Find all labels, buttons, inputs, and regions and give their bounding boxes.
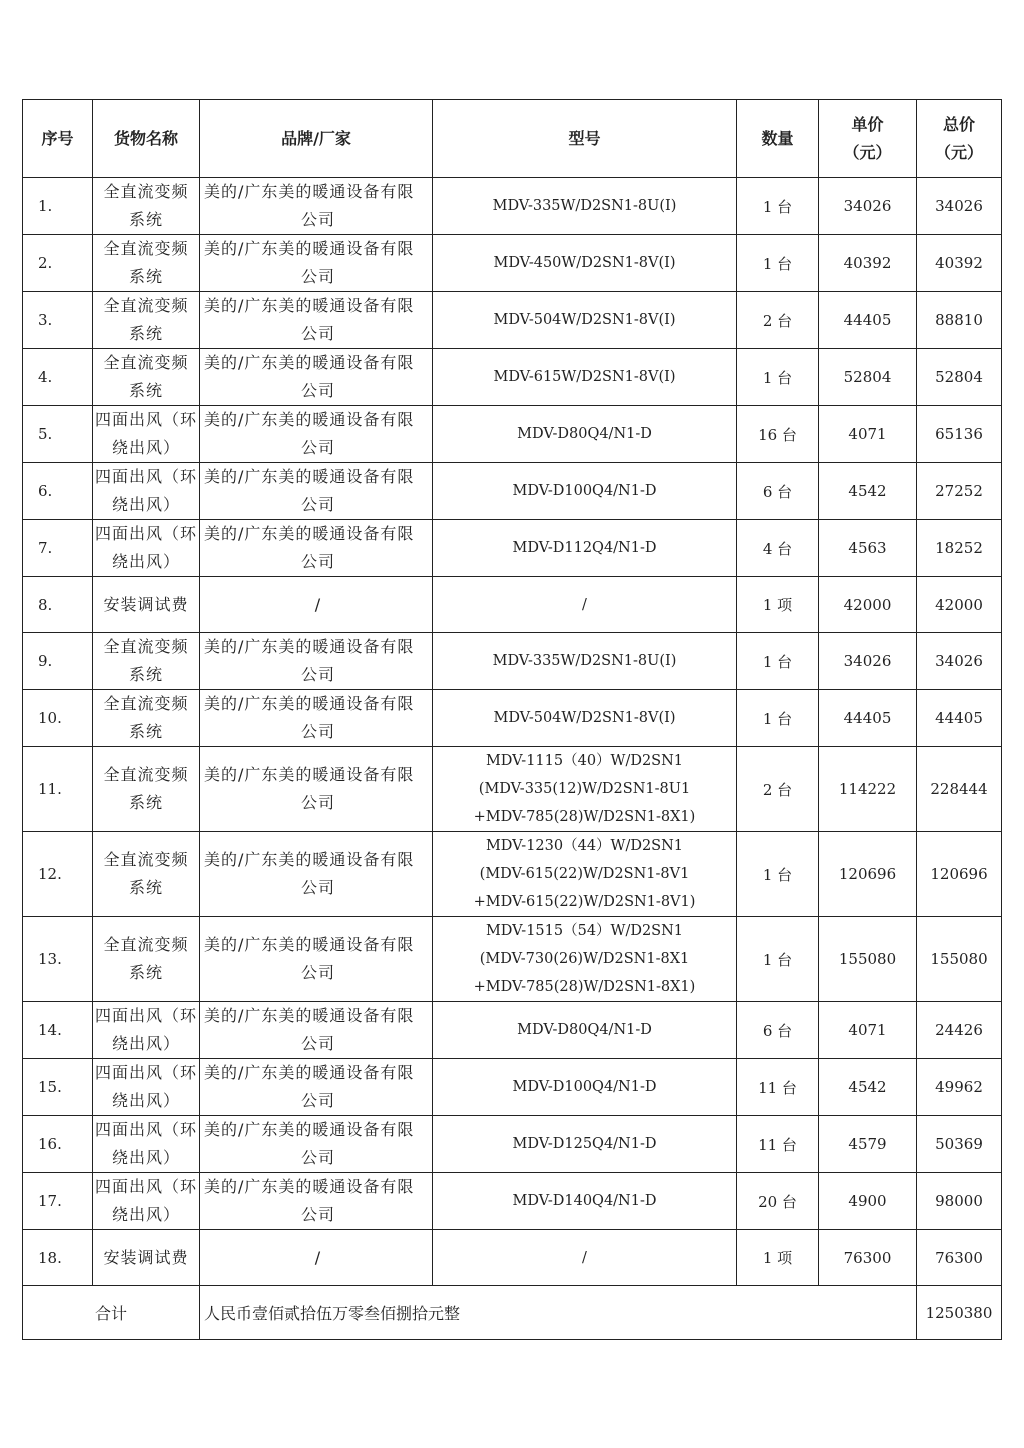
name-line: 安装调试费 xyxy=(103,1247,189,1267)
cell-unit-price: 44405 xyxy=(819,292,917,349)
header-unit-price xyxy=(819,100,917,178)
cell-total-price: 76300 xyxy=(917,1230,1002,1286)
cell-qty: 1 台 xyxy=(737,917,819,1002)
name-line: 全直流变频 xyxy=(103,353,189,372)
cell-no: 17. xyxy=(23,1173,93,1230)
cell-goods-name xyxy=(93,406,200,463)
cell-goods-name xyxy=(93,1173,200,1230)
cell-unit-price: 40392 xyxy=(819,235,917,292)
brand-line: 美的/广东美的暖通设备有限 xyxy=(204,182,415,201)
cell-goods-name xyxy=(93,520,200,577)
cell-brand xyxy=(200,235,433,292)
name-line: 全直流变频 xyxy=(103,694,189,713)
name-line: 四面出风（环 xyxy=(94,1177,197,1196)
cell-goods-name xyxy=(93,633,200,690)
name-line: 系统 xyxy=(128,665,163,684)
cell-brand xyxy=(200,633,433,690)
brand-line: / xyxy=(314,1247,322,1267)
cell-brand xyxy=(200,178,433,235)
model-line: MDV-D80Q4/N1-D xyxy=(517,1022,652,1038)
table-row xyxy=(23,235,1002,292)
name-line: 系统 xyxy=(128,324,163,343)
cell-unit-price: 4071 xyxy=(819,406,917,463)
cell-model xyxy=(433,1173,737,1230)
brand-line: 美的/广东美的暖通设备有限 xyxy=(204,694,415,713)
header-name: 货物名称 xyxy=(93,100,200,178)
brand-line: 公司 xyxy=(300,438,335,457)
cell-model xyxy=(433,577,737,633)
name-line: 绕出风） xyxy=(111,438,180,457)
cell-total-price: 228444 xyxy=(917,747,1002,832)
model-line: (MDV-730(26)W/D2SN1-8X1 xyxy=(479,951,690,967)
cell-unit-price: 34026 xyxy=(819,178,917,235)
cell-unit-price: 4542 xyxy=(819,463,917,520)
cell-unit-price: 4542 xyxy=(819,1059,917,1116)
cell-model xyxy=(433,747,737,832)
header-row xyxy=(23,100,1002,178)
cell-unit-price: 4900 xyxy=(819,1173,917,1230)
model-line: MDV-1115（40）W/D2SN1 xyxy=(485,753,684,769)
cell-qty: 1 台 xyxy=(737,235,819,292)
cell-qty: 6 台 xyxy=(737,1002,819,1059)
cell-no: 1. xyxy=(23,178,93,235)
cell-total-price: 40392 xyxy=(917,235,1002,292)
name-line: 四面出风（环 xyxy=(94,1063,197,1082)
cell-qty: 20 台 xyxy=(737,1173,819,1230)
model-line: MDV-D80Q4/N1-D xyxy=(517,426,652,442)
cell-brand xyxy=(200,520,433,577)
cell-model xyxy=(433,463,737,520)
table-row xyxy=(23,690,1002,747)
model-line: MDV-335W/D2SN1-8U(Ⅰ) xyxy=(492,198,677,214)
cell-model xyxy=(433,832,737,917)
name-line: 系统 xyxy=(128,267,163,286)
name-line: 安装调试费 xyxy=(103,594,189,614)
model-line: MDV-1515（54）W/D2SN1 xyxy=(485,923,684,939)
name-line: 绕出风） xyxy=(111,1034,180,1053)
brand-line: 公司 xyxy=(300,381,335,400)
table-body xyxy=(23,178,1002,1286)
model-line: (MDV-335(12)W/D2SN1-8U1 xyxy=(478,781,691,797)
cell-qty: 1 台 xyxy=(737,832,819,917)
cell-total-price: 52804 xyxy=(917,349,1002,406)
cell-total-price: 34026 xyxy=(917,633,1002,690)
name-line: 全直流变频 xyxy=(103,182,189,201)
brand-line: 公司 xyxy=(300,1148,335,1167)
name-line: 全直流变频 xyxy=(103,296,189,315)
cell-goods-name xyxy=(93,463,200,520)
name-line: 系统 xyxy=(128,381,163,400)
brand-line: 美的/广东美的暖通设备有限 xyxy=(204,1177,415,1196)
model-line: +MDV-785(28)W/D2SN1-8X1) xyxy=(473,979,696,995)
name-line: 绕出风） xyxy=(111,552,180,571)
cell-qty: 4 台 xyxy=(737,520,819,577)
cell-goods-name xyxy=(93,235,200,292)
price-table xyxy=(22,99,1002,1340)
name-line: 全直流变频 xyxy=(103,765,189,784)
total-amount-in-words: 人民币壹佰贰拾伍万零叁佰捌拾元整 xyxy=(200,1286,917,1340)
cell-model xyxy=(433,349,737,406)
cell-model xyxy=(433,1230,737,1286)
table-row xyxy=(23,1002,1002,1059)
table-row xyxy=(23,633,1002,690)
header-unit-price-label: 单价 xyxy=(851,114,884,134)
brand-line: 公司 xyxy=(300,210,335,229)
cell-goods-name xyxy=(93,349,200,406)
cell-goods-name xyxy=(93,292,200,349)
cell-unit-price: 155080 xyxy=(819,917,917,1002)
cell-unit-price: 76300 xyxy=(819,1230,917,1286)
header-total-price-unit: （元） xyxy=(934,142,983,162)
cell-qty: 1 项 xyxy=(737,577,819,633)
cell-total-price: 24426 xyxy=(917,1002,1002,1059)
cell-total-price: 155080 xyxy=(917,917,1002,1002)
table-row xyxy=(23,1116,1002,1173)
brand-line: 美的/广东美的暖通设备有限 xyxy=(204,524,415,543)
brand-line: / xyxy=(314,594,322,614)
model-line: (MDV-615(22)W/D2SN1-8V1 xyxy=(479,866,690,882)
model-line: MDV-450W/D2SN1-8V(Ⅰ) xyxy=(493,255,676,271)
brand-line: 公司 xyxy=(300,722,335,741)
cell-no: 12. xyxy=(23,832,93,917)
cell-unit-price: 52804 xyxy=(819,349,917,406)
brand-line: 公司 xyxy=(300,963,335,982)
brand-line: 公司 xyxy=(300,552,335,571)
model-line: MDV-1230（44）W/D2SN1 xyxy=(485,838,684,854)
table-row xyxy=(23,1059,1002,1116)
cell-total-price: 49962 xyxy=(917,1059,1002,1116)
cell-qty: 2 台 xyxy=(737,747,819,832)
brand-line: 公司 xyxy=(300,1034,335,1053)
brand-line: 美的/广东美的暖通设备有限 xyxy=(204,239,415,258)
cell-no: 4. xyxy=(23,349,93,406)
cell-goods-name xyxy=(93,1002,200,1059)
name-line: 绕出风） xyxy=(111,1091,180,1110)
table-row xyxy=(23,577,1002,633)
name-line: 绕出风） xyxy=(111,1148,180,1167)
cell-total-price: 44405 xyxy=(917,690,1002,747)
name-line: 四面出风（环 xyxy=(94,410,197,429)
cell-brand xyxy=(200,1230,433,1286)
header-brand: 品牌/厂家 xyxy=(200,100,433,178)
brand-line: 公司 xyxy=(300,1091,335,1110)
cell-brand xyxy=(200,463,433,520)
table-row xyxy=(23,292,1002,349)
cell-total-price: 98000 xyxy=(917,1173,1002,1230)
cell-no: 10. xyxy=(23,690,93,747)
cell-brand xyxy=(200,690,433,747)
brand-line: 美的/广东美的暖通设备有限 xyxy=(204,765,415,784)
cell-goods-name xyxy=(93,1230,200,1286)
cell-no: 13. xyxy=(23,917,93,1002)
name-line: 四面出风（环 xyxy=(94,1006,197,1025)
name-line: 全直流变频 xyxy=(103,935,189,954)
brand-line: 公司 xyxy=(300,324,335,343)
cell-no: 11. xyxy=(23,747,93,832)
header-unit-price-unit: （元） xyxy=(843,142,892,162)
cell-qty: 6 台 xyxy=(737,463,819,520)
cell-no: 16. xyxy=(23,1116,93,1173)
cell-model xyxy=(433,292,737,349)
cell-total-price: 18252 xyxy=(917,520,1002,577)
cell-unit-price: 120696 xyxy=(819,832,917,917)
name-line: 系统 xyxy=(128,878,163,897)
header-total-price-label: 总价 xyxy=(942,114,975,134)
name-line: 全直流变频 xyxy=(103,637,189,656)
cell-model xyxy=(433,235,737,292)
cell-unit-price: 4071 xyxy=(819,1002,917,1059)
model-line: MDV-504W/D2SN1-8V(Ⅰ) xyxy=(493,710,676,726)
table-row xyxy=(23,406,1002,463)
brand-line: 公司 xyxy=(300,878,335,897)
cell-qty: 16 台 xyxy=(737,406,819,463)
model-line: MDV-D125Q4/N1-D xyxy=(512,1136,657,1152)
cell-goods-name xyxy=(93,1116,200,1173)
cell-total-price: 42000 xyxy=(917,577,1002,633)
price-list-document xyxy=(22,99,1002,1340)
model-line: +MDV-615(22)W/D2SN1-8V1) xyxy=(473,894,696,910)
cell-qty: 1 台 xyxy=(737,349,819,406)
brand-line: 美的/广东美的暖通设备有限 xyxy=(204,296,415,315)
cell-no: 7. xyxy=(23,520,93,577)
cell-brand xyxy=(200,406,433,463)
cell-model xyxy=(433,633,737,690)
header-no: 序号 xyxy=(23,100,93,178)
cell-no: 6. xyxy=(23,463,93,520)
cell-total-price: 34026 xyxy=(917,178,1002,235)
cell-qty: 11 台 xyxy=(737,1116,819,1173)
brand-line: 美的/广东美的暖通设备有限 xyxy=(204,467,415,486)
name-line: 四面出风（环 xyxy=(94,1120,197,1139)
brand-line: 美的/广东美的暖通设备有限 xyxy=(204,637,415,656)
cell-qty: 1 台 xyxy=(737,633,819,690)
brand-line: 公司 xyxy=(300,267,335,286)
table-row xyxy=(23,917,1002,1002)
cell-no: 8. xyxy=(23,577,93,633)
table-row xyxy=(23,520,1002,577)
cell-unit-price: 42000 xyxy=(819,577,917,633)
name-line: 绕出风） xyxy=(111,495,180,514)
cell-unit-price: 4579 xyxy=(819,1116,917,1173)
model-line: MDV-335W/D2SN1-8U(Ⅰ) xyxy=(492,653,677,669)
name-line: 系统 xyxy=(128,722,163,741)
cell-brand xyxy=(200,917,433,1002)
cell-total-price: 65136 xyxy=(917,406,1002,463)
name-line: 系统 xyxy=(128,793,163,812)
brand-line: 公司 xyxy=(300,793,335,812)
name-line: 四面出风（环 xyxy=(94,524,197,543)
name-line: 系统 xyxy=(128,963,163,982)
cell-brand xyxy=(200,1059,433,1116)
cell-goods-name xyxy=(93,917,200,1002)
cell-model xyxy=(433,178,737,235)
cell-goods-name xyxy=(93,690,200,747)
cell-unit-price: 4563 xyxy=(819,520,917,577)
cell-model xyxy=(433,1116,737,1173)
cell-brand xyxy=(200,747,433,832)
model-line: / xyxy=(582,1249,587,1266)
name-line: 绕出风） xyxy=(111,1205,180,1224)
cell-unit-price: 44405 xyxy=(819,690,917,747)
brand-line: 公司 xyxy=(300,495,335,514)
brand-line: 公司 xyxy=(300,665,335,684)
brand-line: 美的/广东美的暖通设备有限 xyxy=(204,410,415,429)
cell-brand xyxy=(200,832,433,917)
cell-no: 9. xyxy=(23,633,93,690)
cell-brand xyxy=(200,1002,433,1059)
table-row xyxy=(23,463,1002,520)
brand-line: 公司 xyxy=(300,1205,335,1224)
model-line: MDV-D140Q4/N1-D xyxy=(512,1193,657,1209)
brand-line: 美的/广东美的暖通设备有限 xyxy=(204,1006,415,1025)
name-line: 四面出风（环 xyxy=(94,467,197,486)
table-row xyxy=(23,1230,1002,1286)
cell-no: 5. xyxy=(23,406,93,463)
brand-line: 美的/广东美的暖通设备有限 xyxy=(204,850,415,869)
cell-model xyxy=(433,1059,737,1116)
cell-total-price: 88810 xyxy=(917,292,1002,349)
header-model: 型号 xyxy=(433,100,737,178)
cell-goods-name xyxy=(93,832,200,917)
cell-total-price: 120696 xyxy=(917,832,1002,917)
model-line: MDV-615W/D2SN1-8V(Ⅰ) xyxy=(493,369,676,385)
cell-brand xyxy=(200,1173,433,1230)
cell-qty: 1 台 xyxy=(737,690,819,747)
cell-model xyxy=(433,917,737,1002)
cell-goods-name xyxy=(93,178,200,235)
model-line: +MDV-785(28)W/D2SN1-8X1) xyxy=(473,809,696,825)
cell-goods-name xyxy=(93,1059,200,1116)
cell-brand xyxy=(200,349,433,406)
cell-no: 2. xyxy=(23,235,93,292)
cell-model xyxy=(433,690,737,747)
cell-model xyxy=(433,406,737,463)
table-row xyxy=(23,832,1002,917)
total-label: 合计 xyxy=(23,1286,200,1340)
brand-line: 美的/广东美的暖通设备有限 xyxy=(204,1120,415,1139)
cell-qty: 11 台 xyxy=(737,1059,819,1116)
cell-brand xyxy=(200,1116,433,1173)
table-row xyxy=(23,178,1002,235)
header-total-price xyxy=(917,100,1002,178)
cell-qty: 1 项 xyxy=(737,1230,819,1286)
cell-no: 14. xyxy=(23,1002,93,1059)
cell-no: 15. xyxy=(23,1059,93,1116)
cell-no: 3. xyxy=(23,292,93,349)
cell-brand xyxy=(200,292,433,349)
cell-qty: 2 台 xyxy=(737,292,819,349)
total-row xyxy=(23,1286,1002,1340)
model-line: MDV-D112Q4/N1-D xyxy=(512,540,657,556)
cell-unit-price: 34026 xyxy=(819,633,917,690)
cell-qty: 1 台 xyxy=(737,178,819,235)
cell-total-price: 50369 xyxy=(917,1116,1002,1173)
model-line: MDV-D100Q4/N1-D xyxy=(512,1079,657,1095)
cell-unit-price: 114222 xyxy=(819,747,917,832)
model-line: / xyxy=(582,596,587,613)
model-line: MDV-D100Q4/N1-D xyxy=(512,483,657,499)
header-qty: 数量 xyxy=(737,100,819,178)
table-row xyxy=(23,747,1002,832)
brand-line: 美的/广东美的暖通设备有限 xyxy=(204,353,415,372)
cell-brand xyxy=(200,577,433,633)
table-row xyxy=(23,349,1002,406)
cell-model xyxy=(433,1002,737,1059)
name-line: 系统 xyxy=(128,210,163,229)
cell-model xyxy=(433,520,737,577)
cell-goods-name xyxy=(93,577,200,633)
cell-goods-name xyxy=(93,747,200,832)
name-line: 全直流变频 xyxy=(103,850,189,869)
name-line: 全直流变频 xyxy=(103,239,189,258)
brand-line: 美的/广东美的暖通设备有限 xyxy=(204,935,415,954)
total-amount: 1250380 xyxy=(917,1286,1002,1340)
cell-no: 18. xyxy=(23,1230,93,1286)
table-row xyxy=(23,1173,1002,1230)
model-line: MDV-504W/D2SN1-8V(Ⅰ) xyxy=(493,312,676,328)
cell-total-price: 27252 xyxy=(917,463,1002,520)
brand-line: 美的/广东美的暖通设备有限 xyxy=(204,1063,415,1082)
